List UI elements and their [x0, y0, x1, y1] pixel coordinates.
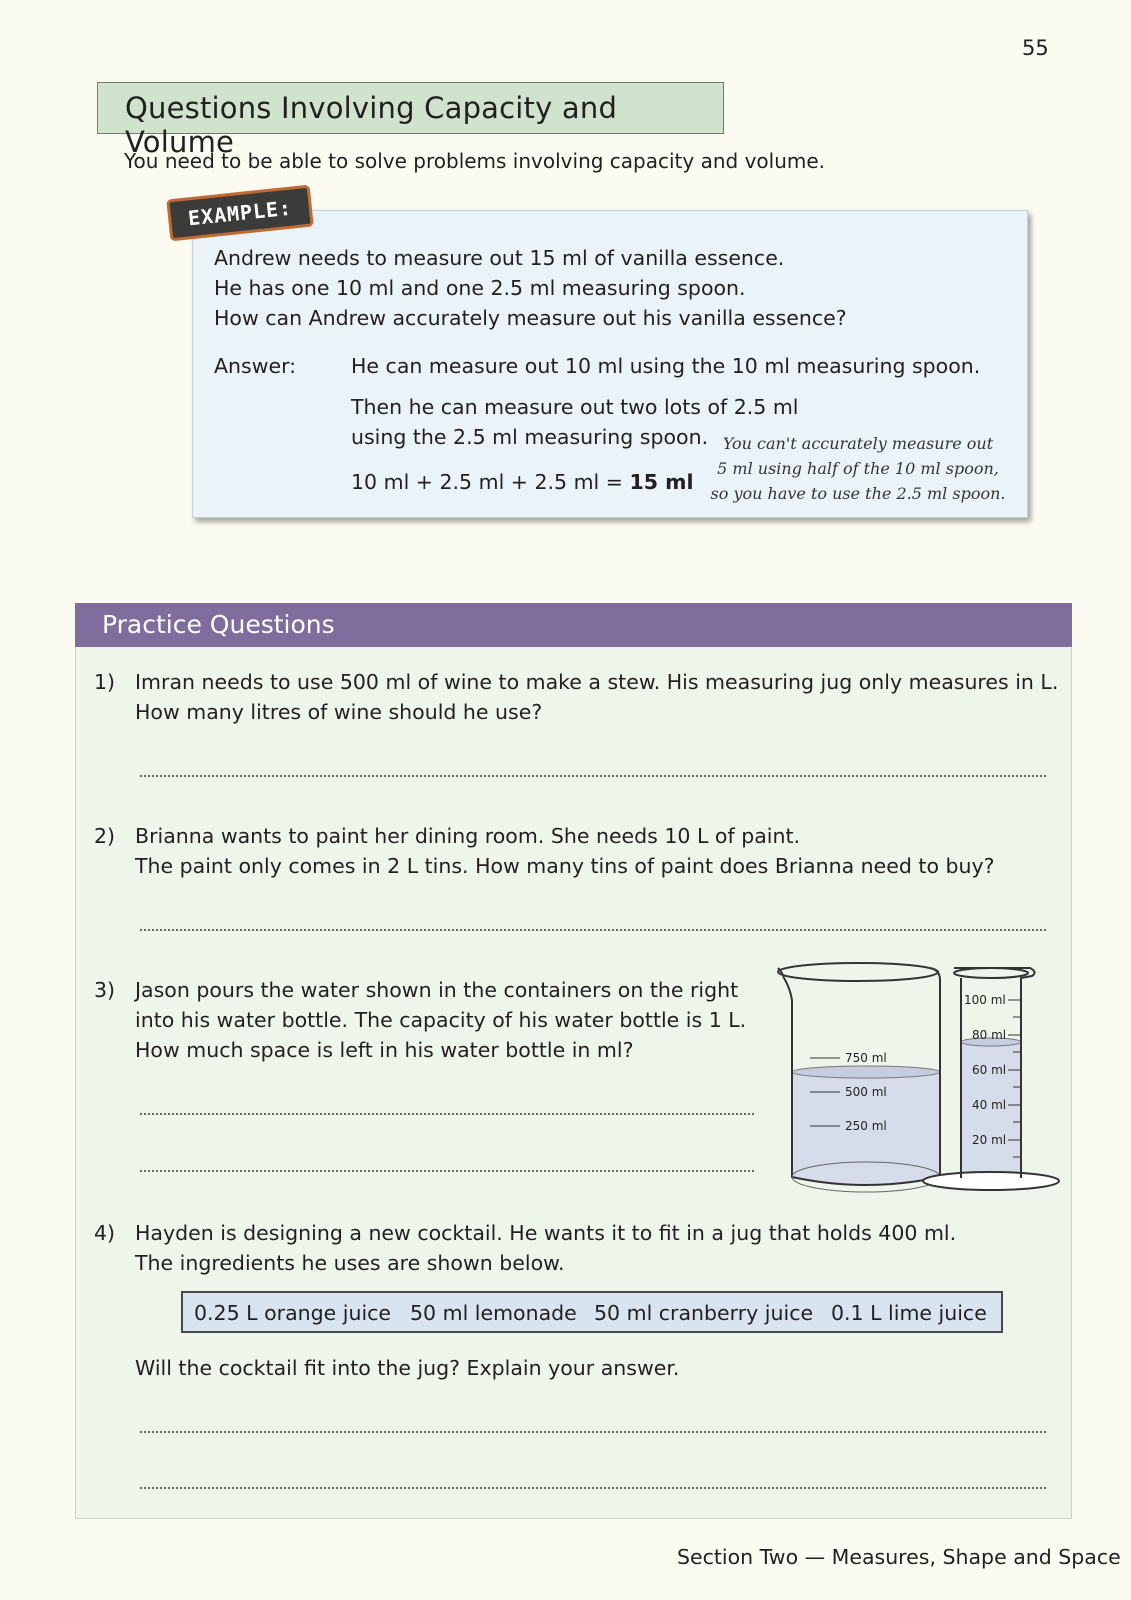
example-question-line: He has one 10 ml and one 2.5 ml measuring spoon.: [214, 276, 746, 300]
page-title: Questions Involving Capacity and Volume: [125, 91, 618, 159]
sum-expression: 10 ml + 2.5 ml + 2.5 ml =: [351, 470, 630, 494]
answer-line[interactable]: [139, 775, 1047, 777]
question-number: 1): [94, 670, 116, 694]
question-text-line: How many litres of wine should he use?: [135, 700, 543, 724]
footer-section-label: Section Two — Measures, Shape and Space: [677, 1545, 1121, 1569]
sum-result: 15 ml: [629, 470, 694, 494]
cylinder-label: 100 ml: [964, 993, 1006, 1007]
answer-line[interactable]: [139, 1487, 1047, 1489]
answer-line[interactable]: [139, 929, 1047, 931]
question-text-line: How much space is left in his water bottle in ml?: [135, 1038, 634, 1062]
answer-line: He can measure out 10 ml using the 10 ml measuring spoon.: [351, 354, 981, 378]
cylinder-label: 40 ml: [972, 1098, 1007, 1112]
question-follow-up: Will the cocktail fit into the jug? Explain your answer.: [135, 1356, 680, 1380]
ingredient: 50 ml cranberry juice: [594, 1301, 814, 1325]
jug-label: 500 ml: [845, 1085, 887, 1099]
question-text-line: Hayden is designing a new cocktail. He wants it to fit in a jug that holds 400 ml.: [135, 1221, 957, 1245]
question-text-line: The ingredients he uses are shown below.: [135, 1251, 565, 1275]
answer-line: Then he can measure out two lots of 2.5 ml: [351, 395, 799, 419]
cylinder-label: 60 ml: [972, 1063, 1007, 1077]
example-question-line: How can Andrew accurately measure out his vanilla essence?: [214, 306, 847, 330]
answer-sum: [351, 470, 694, 494]
jug-label: 750 ml: [845, 1051, 887, 1065]
intro-text: You need to be able to solve problems involving capacity and volume.: [124, 149, 826, 173]
ingredient: 0.1 L lime juice: [831, 1301, 987, 1325]
section-title-box: [97, 82, 724, 159]
question-number: 3): [94, 978, 116, 1002]
question-text-line: Brianna wants to paint her dining room. She needs 10 L of paint.: [135, 824, 801, 848]
question-number: 4): [94, 1221, 116, 1245]
question-text-line: Jason pours the water shown in the containers on the right: [135, 978, 739, 1002]
example-tag: EXAMPLE:: [166, 185, 314, 242]
question-text-line: The paint only comes in 2 L tins. How many tins of paint does Brianna need to buy?: [135, 854, 995, 878]
measuring-cylinder: [923, 968, 1059, 1190]
ingredient: 50 ml lemonade: [410, 1301, 577, 1325]
question-text-line: Imran needs to use 500 ml of wine to make a stew. His measuring jug only measures in L.: [135, 670, 1059, 694]
example-note-line: You can't accurately measure out: [722, 434, 994, 453]
example-note-line: 5 ml using half of the 10 ml spoon,: [717, 459, 999, 478]
answer-line[interactable]: [139, 1113, 755, 1115]
containers-illustration: [770, 960, 1070, 1210]
page-number: 55: [1022, 36, 1049, 60]
measuring-jug: [778, 963, 940, 1192]
cylinder-label: 80 ml: [972, 1028, 1007, 1042]
jug-label: 250 ml: [845, 1119, 887, 1133]
practice-title: Practice Questions: [102, 610, 335, 639]
question-number: 2): [94, 824, 116, 848]
question-text-line: into his water bottle. The capacity of his water bottle is 1 L.: [135, 1008, 747, 1032]
practice-header: [75, 603, 1072, 647]
answer-line: using the 2.5 ml measuring spoon.: [351, 425, 709, 449]
ingredient: 0.25 L orange juice: [194, 1301, 392, 1325]
answer-line[interactable]: [139, 1431, 1047, 1433]
example-question-line: Andrew needs to measure out 15 ml of vanilla essence.: [214, 246, 785, 270]
example-note-line: so you have to use the 2.5 ml spoon.: [710, 484, 1006, 503]
answer-label: Answer:: [214, 354, 297, 378]
ingredients-box: [181, 1291, 1003, 1333]
answer-line[interactable]: [139, 1170, 755, 1172]
cylinder-label: 20 ml: [972, 1133, 1007, 1147]
